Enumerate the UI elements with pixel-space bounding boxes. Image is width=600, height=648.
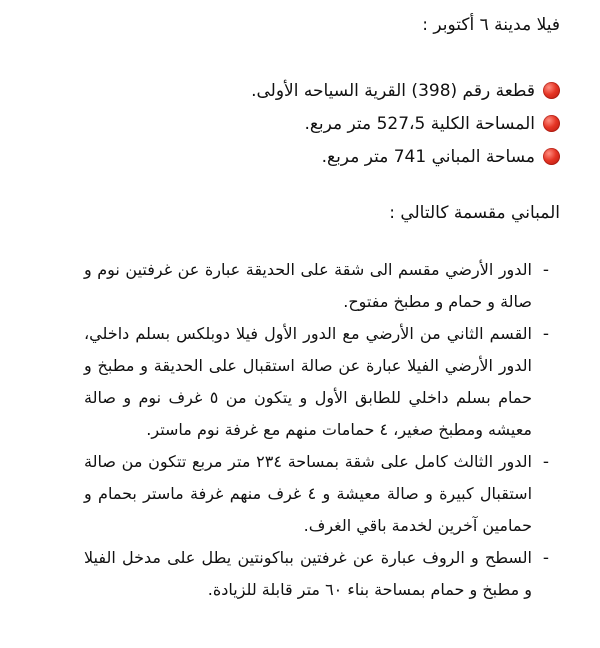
dash-marker: - — [542, 324, 550, 344]
bullet-item — [140, 140, 560, 173]
dash-marker: - — [542, 452, 550, 472]
red-circle-icon — [543, 115, 560, 132]
list-item — [40, 254, 560, 318]
page-title: فيلا مدينة ٦ أكتوبر : — [422, 15, 560, 35]
property-summary-list — [140, 74, 560, 173]
red-circle-icon — [543, 148, 560, 165]
bullet-text: مساحة المباني 741 متر مربع. — [321, 146, 535, 167]
bullet-item — [140, 74, 560, 107]
bullet-item — [140, 107, 560, 140]
bullet-text: قطعة رقم (398) القرية السياحه الأولى. — [251, 80, 535, 101]
list-item — [40, 446, 560, 542]
list-item — [40, 542, 560, 606]
red-circle-icon — [543, 82, 560, 99]
list-item-text: السطح و الروف عبارة عن غرفتين بباكونتين يطل على مدخل الفيلا و مطبخ و حمام بمساحة بناء ٦٠ متر قابلة للزيادة. — [84, 548, 532, 599]
list-item-text: الدور الأرضي مقسم الى شقة على الحديقة عبارة عن غرفتين نوم و صالة و حمام و مطبخ مفتوح. — [84, 260, 532, 311]
dash-marker: - — [542, 548, 550, 568]
dash-marker: - — [542, 260, 550, 280]
list-item — [40, 318, 560, 446]
list-item-text: الدور الثالث كامل على شقة بمساحة ٢٣٤ متر مربع تتكون من صالة استقبال كبيرة و صالة معيشة و ٤ غرف منهم غرفة ماستر بحمام و حمامين آخرين لخدمة باقي الغرف. — [84, 452, 533, 535]
section-heading: المباني مقسمة كالتالي : — [389, 203, 560, 223]
building-sections-list — [40, 254, 560, 606]
bullet-text: المساحة الكلية 527،5 متر مربع. — [304, 113, 535, 134]
list-item-text: القسم الثاني من الأرضي مع الدور الأول فيلا دوبلكس بسلم داخلي، الدور الأرضي الفيلا عبارة عن صالة استقبال على الحديقة و مطبخ و حمام بسلم داخلي للطابق الأول و يتكون من ٥ غرف نوم و صالة معيشه ومطبخ صغير، ٤ حمامات منهم مع غرفة نوم ماستر. — [84, 324, 533, 439]
